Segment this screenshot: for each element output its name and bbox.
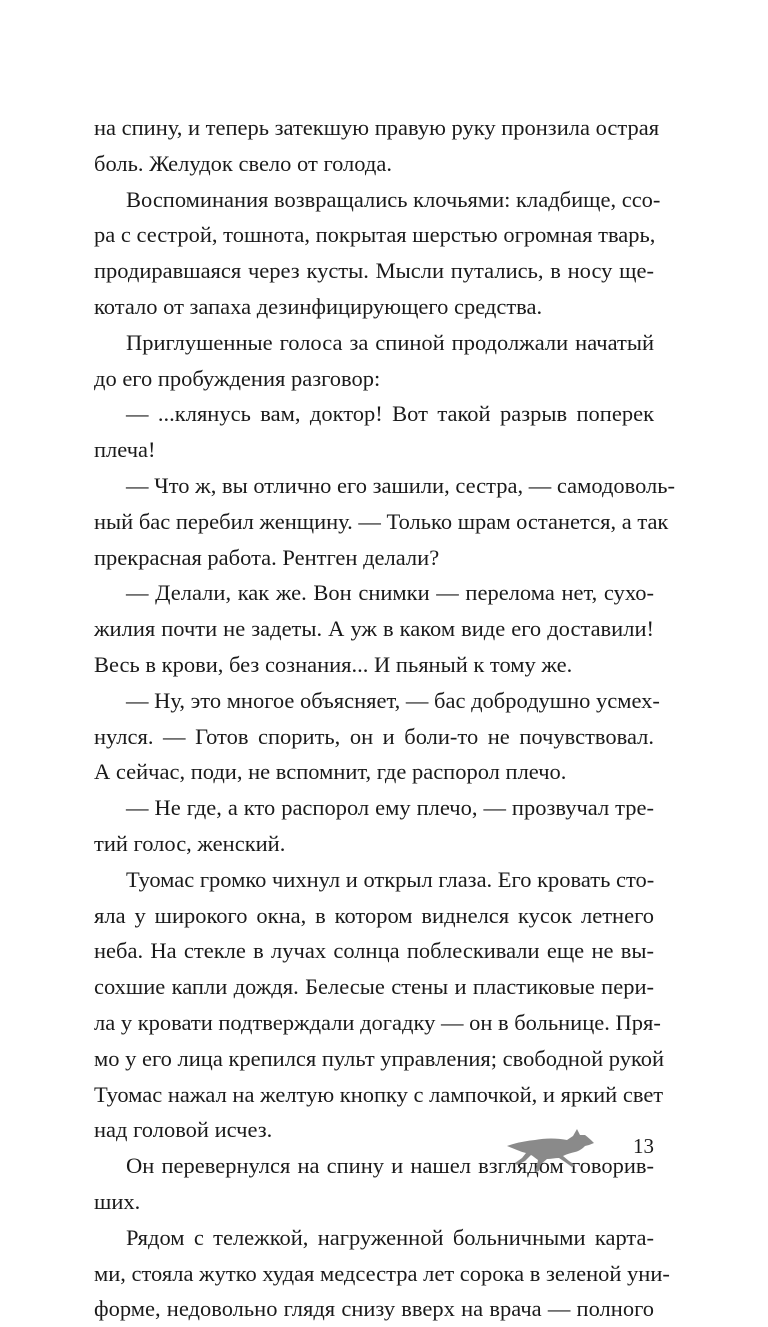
text-line: на спину, и теперь затекшую правую руку пронзила острая [94, 115, 660, 140]
text-line: — Не где, а кто распорол ему плечо, — прозвучал тре- [126, 795, 654, 821]
text-line: Туомас нажал на желтую кнопку с лампочкой, и яркий свет [94, 1081, 664, 1107]
text-line: боль. Желудок свело от голода. [94, 150, 392, 176]
text-line: Рядом с тележкой, нагруженной больничными карта- [126, 1224, 654, 1250]
text-line: сохшие капли дождя. Белесые стены и пластиковые пери- [94, 974, 654, 1000]
wolf-icon [505, 1125, 595, 1175]
text-line: А сейчас, поди, не вспомнит, где распорол плечо. [94, 759, 567, 785]
text-line: Весь в крови, без сознания... И пьяный к тому же. [94, 651, 573, 677]
text-line: ми, стояла жутко худая медсестра лет сорока в зеленой уни- [94, 1260, 670, 1286]
text-line: до его пробуждения разговор: [94, 365, 381, 391]
text-line: нулся. — Готов спорить, он и боли-то не почувствовал. [94, 723, 654, 749]
text-line: продиравшаяся через кусты. Мысли путались, в носу ще- [94, 258, 654, 284]
text-line: — ...клянусь вам, доктор! Вот такой разрыв поперек [126, 401, 654, 427]
text-line: Воспоминания возвращались клочьями: кладбище, ссо- [126, 186, 661, 212]
text-line: тий голос, женский. [94, 830, 286, 856]
text-line: плеча! [94, 437, 156, 463]
text-line: мо у его лица крепился пульт управления; свободной рукой [94, 1045, 665, 1071]
text-line: Туомас громко чихнул и открыл глаза. Его кровать сто- [126, 866, 655, 892]
page-footer [0, 1120, 768, 1180]
text-line: Он перевернулся на спину и нашел взглядом говорив- [126, 1153, 654, 1179]
text-line: жилия почти не задеты. А уж в каком виде его доставили! [94, 616, 654, 642]
text-line: Приглушенные голоса за спиной продолжали начатый [126, 329, 654, 355]
text-line: ный бас перебил женщину. — Только шрам останется, а так [94, 508, 669, 534]
text-line: прекрасная работа. Рентген делали? [94, 544, 440, 570]
text-line: ра с сестрой, тошнота, покрытая шерстью огромная тварь, [94, 222, 656, 248]
text-line: — Ну, это многое объясняет, — бас добродушно усмех- [126, 687, 660, 713]
text-line: яла у широкого окна, в котором виднелся кусок летнего [94, 902, 654, 928]
text-line: неба. На стекле в лучах солнца поблескивали еще не вы- [94, 938, 654, 964]
page-number: 13 [633, 1134, 654, 1158]
text-line: форме, недовольно глядя снизу вверх на врача — полного [94, 1296, 654, 1322]
text-line: — Делали, как же. Вон снимки — перелома нет, сухо- [126, 580, 654, 606]
text-line: ла у кровати подтверждали догадку — он в больнице. Пря- [94, 1009, 661, 1035]
text-line: котало от запаха дезинфицирующего средства. [94, 293, 543, 319]
text-line: — Что ж, вы отлично его зашили, сестра, — самодоволь- [126, 472, 676, 498]
text-line: над головой исчез. [94, 1117, 273, 1143]
text-line: ших. [94, 1188, 141, 1214]
